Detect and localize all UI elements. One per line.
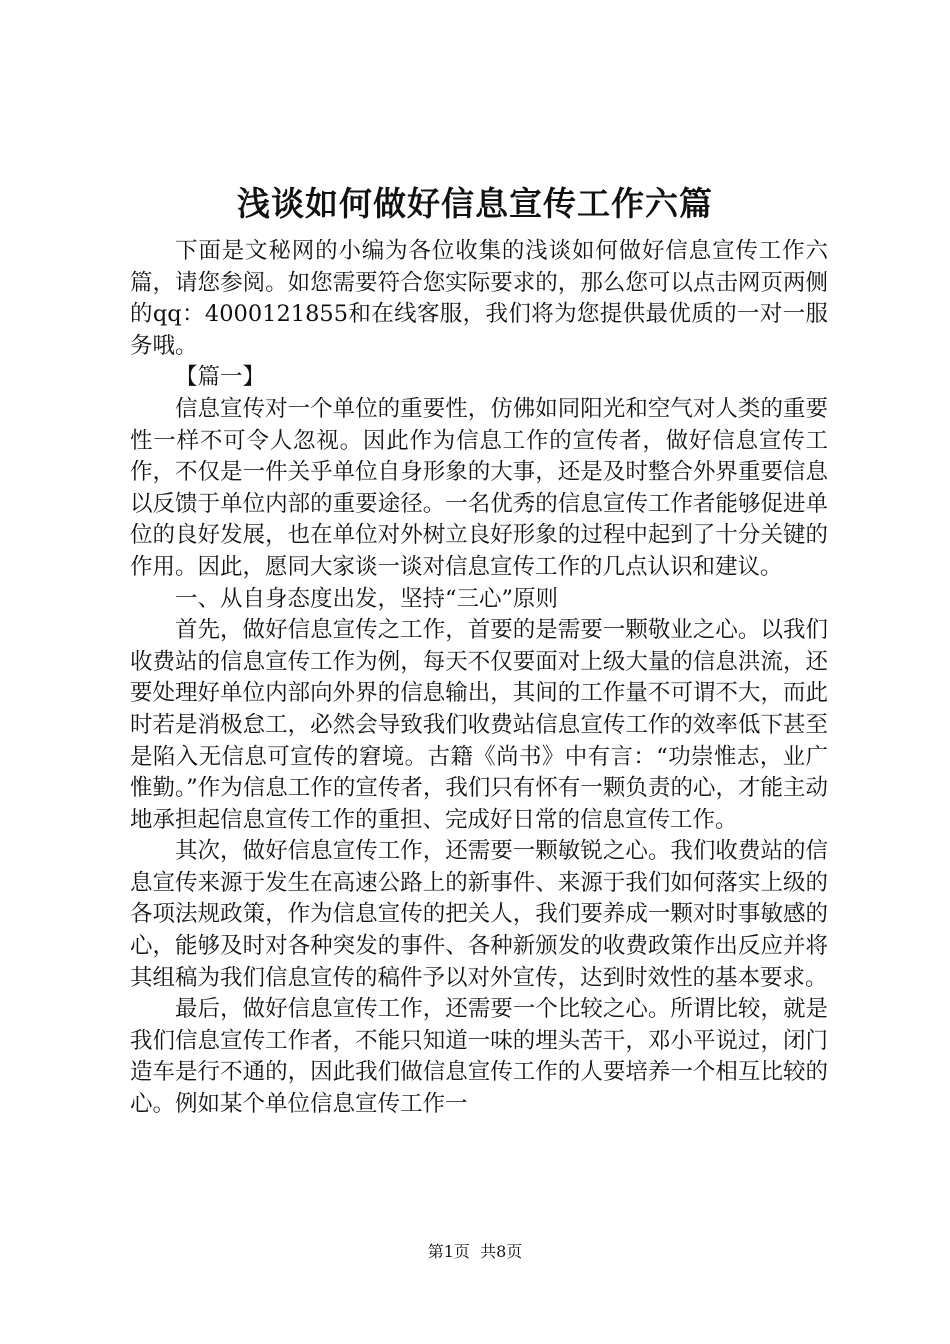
body-paragraph: 首先，做好信息宣传之工作，首要的是需要一颗敬业之心。以我们收费站的信息宣传工作为例，每天不仅要面对上级大量的信息洪流，还要处理好单位内部向外界的信息输出，其间的工作量不可谓不大，而此时若是消极怠工，必然会导致我们收费站信息宣传工作的效率低下甚至是陷入无信息可宣传的窘境。古籍《尚书》中有言：“功崇惟志，业广惟勤。”作为信息工作的宣传者，我们只有怀有一颗负责的心，才能主动地承担起信息宣传工作的重担、完成好日常的信息宣传工作。 — [130, 617, 828, 833]
document-body — [130, 236, 828, 1121]
subheading-three-hearts: 一、从自身态度出发，坚持“三心”原则 — [175, 585, 559, 612]
body-paragraph: 最后，做好信息宣传工作，还需要一个比较之心。所谓比较，就是我们信息宣传工作者，不能只知道一味的埋头苦干，邓小平说过，闭门造车是行不通的，因此我们做信息宣传工作的人要培养一个相互比较的心。例如某个单位信息宣传工作一 — [130, 996, 828, 1118]
body-paragraph: 信息宣传对一个单位的重要性，仿佛如同阳光和空气对人类的重要性一样不可令人忽视。因此作为信息工作的宣传者，做好信息宣传工作，不仅是一件关乎单位自身形象的大事，还是及时整合外界重要信息以反馈于单位内部的重要途径。一名优秀的信息宣传工作者能够促进单位的良好发展，也在单位对外树立良好形象的过程中起到了十分关键的作用。因此，愿同大家谈一谈对信息宣传工作的几点认识和建议。 — [130, 395, 828, 580]
intro-paragraph: 下面是文秘网的小编为各位收集的浅谈如何做好信息宣传工作六篇，请您参阅。如您需要符合您实际要求的，那么您可以点击网页两侧的qq：4000121855和在线客服，我们将为您提供最优质的一对一服务哦。 — [130, 238, 828, 359]
document-title: 浅谈如何做好信息宣传工作六篇 — [237, 184, 713, 223]
page-number-footer: 第1页 共8页 — [427, 1242, 523, 1261]
section-heading-part-one: 【篇一】 — [175, 364, 266, 391]
body-paragraph: 其次，做好信息宣传工作，还需要一颗敏锐之心。我们收费站的信息宣传来源于发生在高速公路上的新事件、来源于我们如何落实上级的各项法规政策，作为信息宣传的把关人，我们要养成一颗对时事敏感的心，能够及时对各种突发的事件、各种新颁发的收费政策作出反应并将其组稿为我们信息宣传的稿件予以对外宣传，达到时效性的基本要求。 — [130, 838, 828, 991]
